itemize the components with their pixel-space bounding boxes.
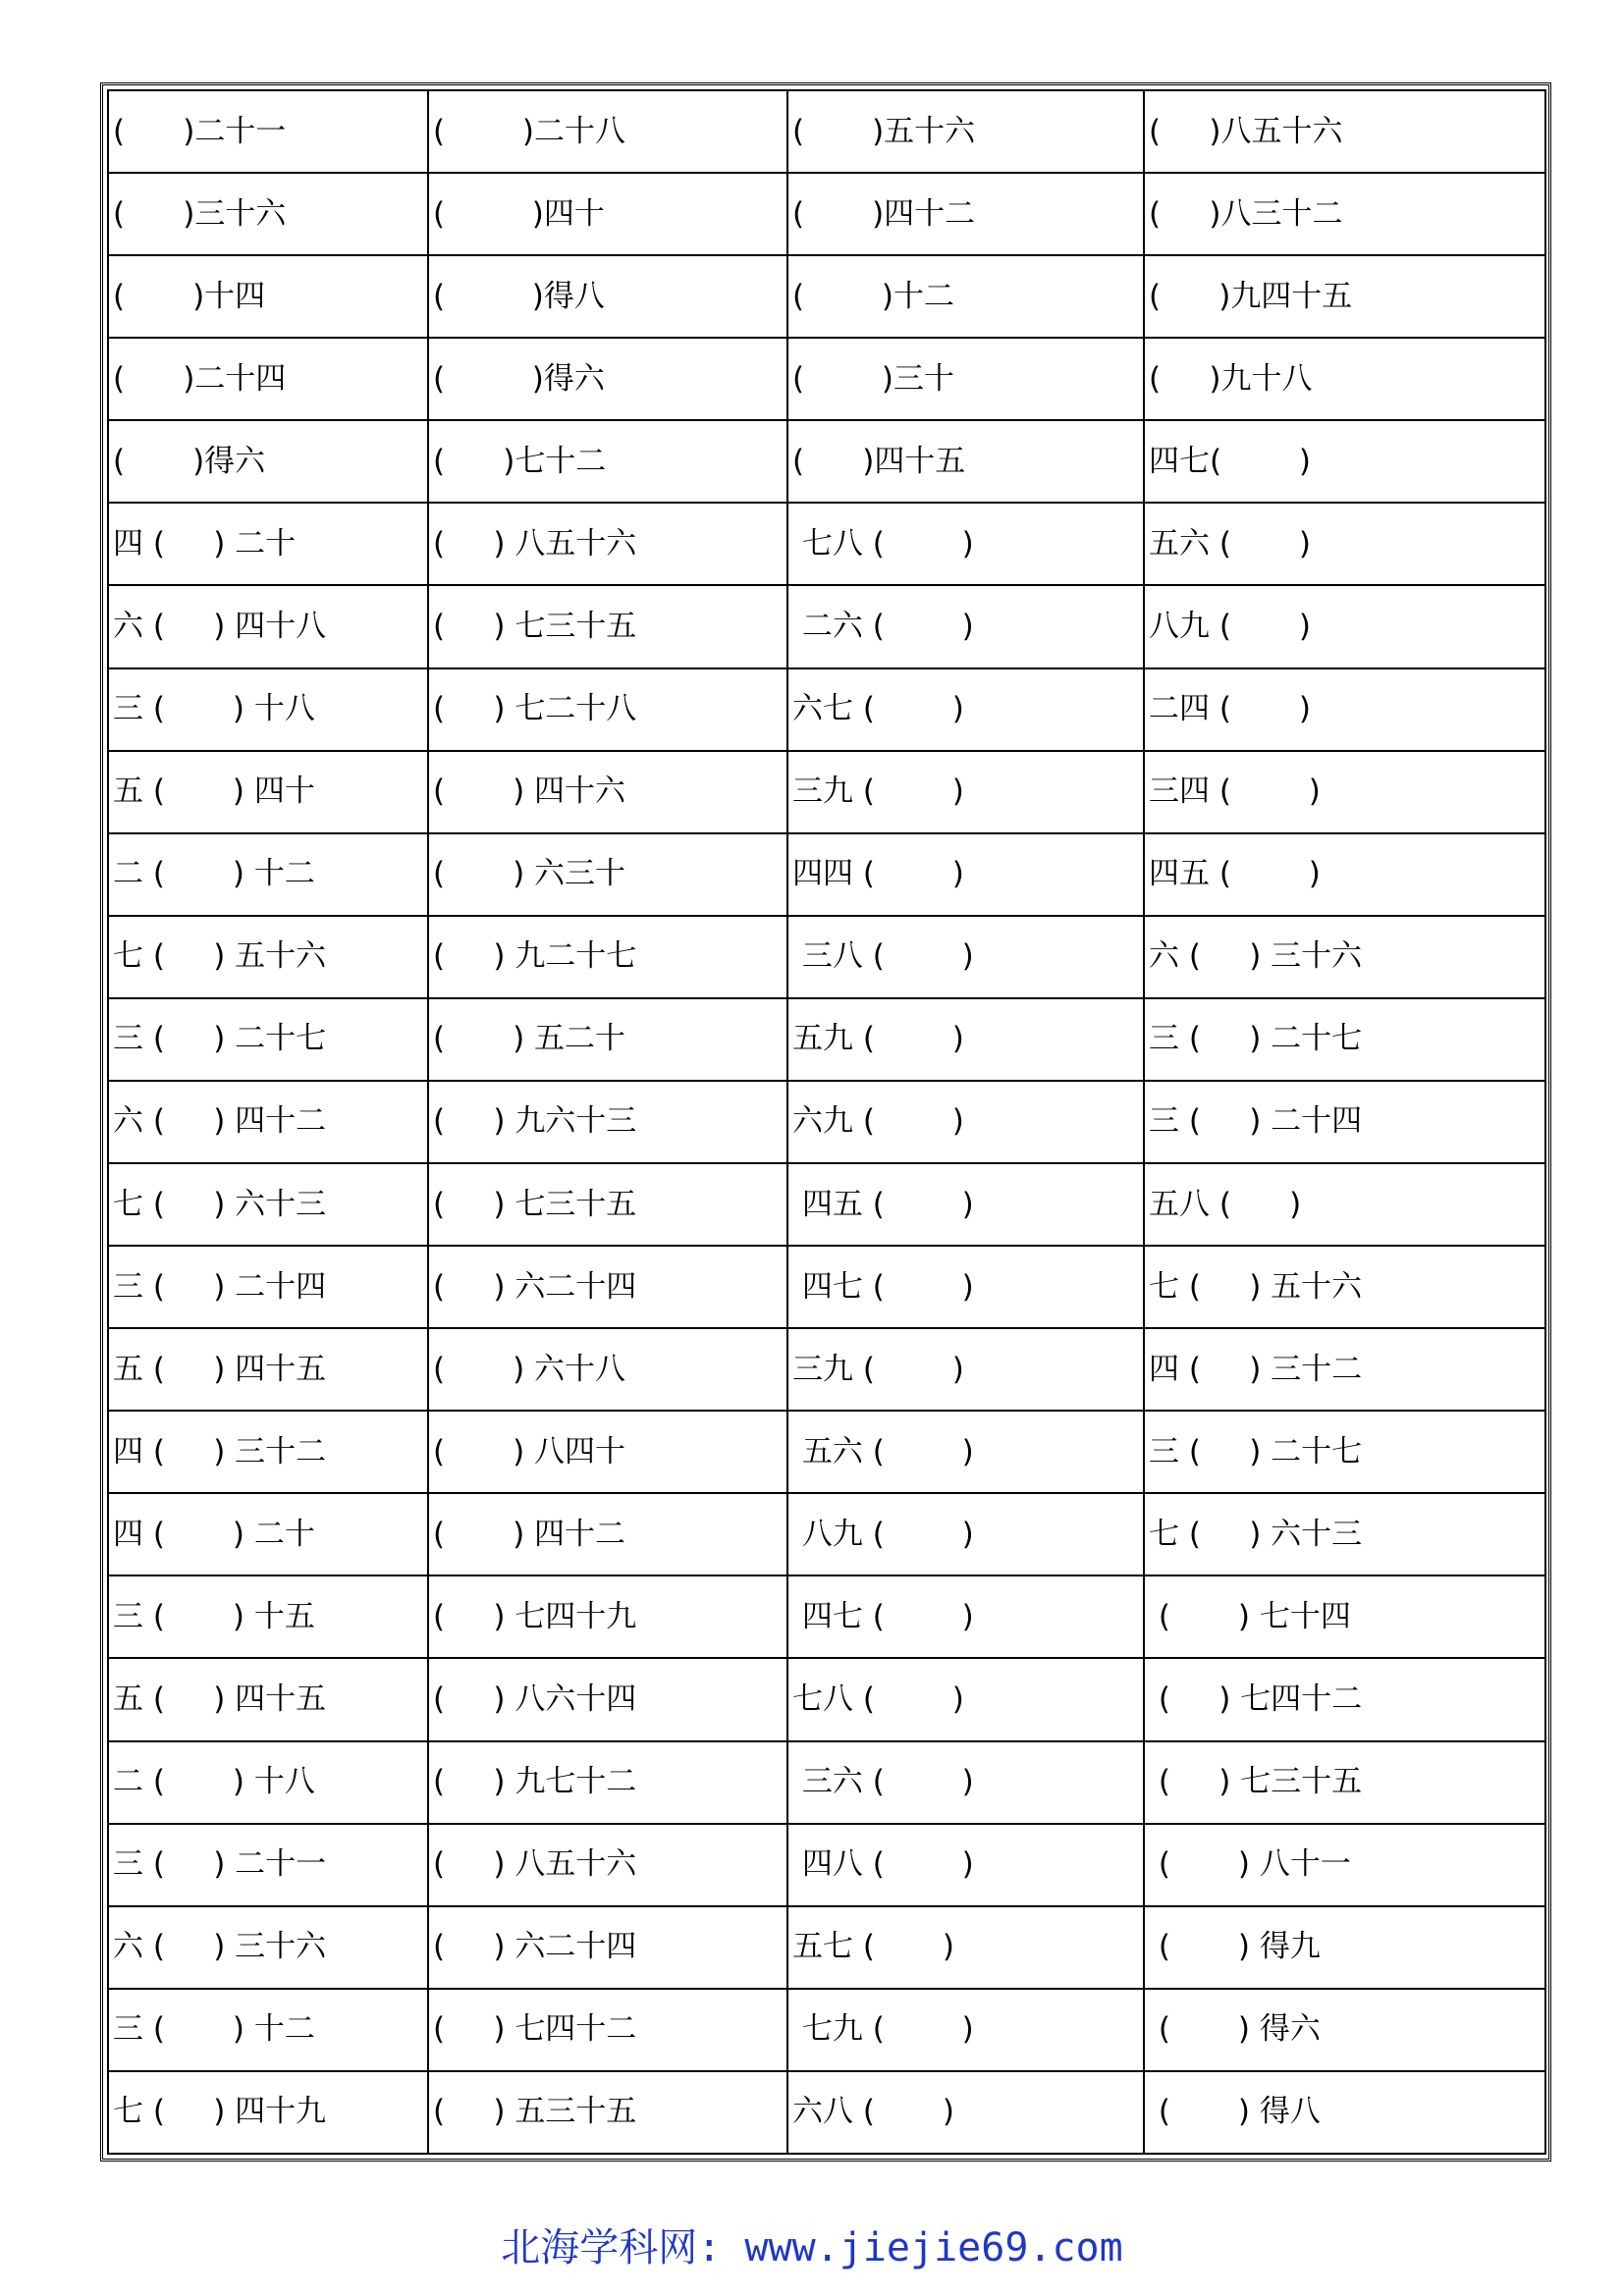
- problem-cell: ( ) 四十二: [428, 1493, 787, 1575]
- table-row: [108, 90, 1545, 173]
- problem-cell: ( )十二: [787, 255, 1144, 338]
- problem-cell: 四七 ( ): [787, 1575, 1144, 1658]
- problem-cell: 三 ( ) 十八: [108, 668, 428, 751]
- problem-cell: 四四 ( ): [787, 833, 1144, 916]
- problem-cell: 六 ( ) 四十八: [108, 585, 428, 667]
- problem-cell: ( ) 八六十四: [428, 1658, 787, 1740]
- problem-cell: 三六 ( ): [787, 1741, 1144, 1824]
- table-row: [108, 916, 1545, 998]
- problem-cell: 七八 ( ): [787, 1658, 1144, 1740]
- problem-cell: ( ) 七三十五: [1144, 1741, 1545, 1824]
- problem-cell: ( ) 七三十五: [428, 1163, 787, 1246]
- problem-cell: 七 ( ) 五十六: [108, 916, 428, 998]
- problem-cell: ( ) 五三十五: [428, 2071, 787, 2154]
- table-row: [108, 833, 1545, 916]
- table-row: [108, 420, 1545, 503]
- problem-cell: 八九 ( ): [787, 1493, 1144, 1575]
- problem-cell: 八九 ( ): [1144, 585, 1545, 667]
- problem-cell: ( )得六: [108, 420, 428, 503]
- problem-cell: ( ) 七四十九: [428, 1575, 787, 1658]
- problem-cell: ( )二十四: [108, 338, 428, 420]
- problem-cell: ( ) 九二十七: [428, 916, 787, 998]
- problem-cell: ( ) 四十六: [428, 751, 787, 833]
- table-row: [108, 1989, 1545, 2071]
- footer-website: 北海学科网: www.jiejie69.com: [501, 2225, 1123, 2270]
- problem-cell: ( )四十五: [787, 420, 1144, 503]
- problem-cell: 三九 ( ): [787, 1328, 1144, 1411]
- problem-cell: ( )三十: [787, 338, 1144, 420]
- table-row: [108, 1163, 1545, 1246]
- problem-cell: 三八 ( ): [787, 916, 1144, 998]
- worksheet-body: [108, 90, 1545, 2154]
- problem-cell: ( ) 六二十四: [428, 1246, 787, 1328]
- problem-cell: 七 ( ) 五十六: [1144, 1246, 1545, 1328]
- table-row: [108, 1741, 1545, 1824]
- problem-cell: 二 ( ) 十二: [108, 833, 428, 916]
- problem-cell: ( )四十: [428, 173, 787, 255]
- problem-cell: 七 ( ) 六十三: [1144, 1493, 1545, 1575]
- problem-cell: 三四 ( ): [1144, 751, 1545, 833]
- problem-cell: 六 ( ) 四十二: [108, 1081, 428, 1163]
- problem-cell: 三 ( ) 二十七: [1144, 1411, 1545, 1493]
- problem-cell: 四八 ( ): [787, 1824, 1144, 1906]
- problem-cell: ( )五十六: [787, 90, 1144, 173]
- problem-cell: ( )二十八: [428, 90, 787, 173]
- problem-cell: ( ) 八四十: [428, 1411, 787, 1493]
- table-row: [108, 173, 1545, 255]
- problem-cell: 四七 ( ): [787, 1246, 1144, 1328]
- problem-cell: ( )得六: [428, 338, 787, 420]
- problem-cell: ( )九四十五: [1144, 255, 1545, 338]
- problem-cell: 四 ( ) 二十: [108, 1493, 428, 1575]
- problem-cell: ( ) 八五十六: [428, 503, 787, 585]
- problem-cell: 六九 ( ): [787, 1081, 1144, 1163]
- problem-cell: 三 ( ) 十五: [108, 1575, 428, 1658]
- problem-cell: ( )三十六: [108, 173, 428, 255]
- problem-cell: ( )十四: [108, 255, 428, 338]
- table-row: [108, 1658, 1545, 1740]
- problem-cell: ( )得八: [428, 255, 787, 338]
- problem-cell: 六七 ( ): [787, 668, 1144, 751]
- table-row: [108, 503, 1545, 585]
- problem-cell: 四 ( ) 三十二: [1144, 1328, 1545, 1411]
- problem-cell: 五六 ( ): [1144, 503, 1545, 585]
- table-row: [108, 585, 1545, 667]
- table-row: [108, 2071, 1545, 2154]
- problem-cell: 二四 ( ): [1144, 668, 1545, 751]
- problem-cell: ( ) 七四十二: [428, 1989, 787, 2071]
- problem-cell: 四 ( ) 二十: [108, 503, 428, 585]
- problem-cell: ( ) 八十一: [1144, 1824, 1545, 1906]
- problem-cell: 三 ( ) 二十四: [1144, 1081, 1545, 1163]
- problem-cell: 三 ( ) 二十四: [108, 1246, 428, 1328]
- problem-cell: 二 ( ) 十八: [108, 1741, 428, 1824]
- table-row: [108, 255, 1545, 338]
- table-row: [108, 751, 1545, 833]
- problem-cell: ( ) 八五十六: [428, 1824, 787, 1906]
- worksheet-frame: [100, 82, 1551, 2162]
- problem-cell: 四 ( ) 三十二: [108, 1411, 428, 1493]
- problem-cell: 六八 ( ): [787, 2071, 1144, 2154]
- problem-cell: ( ) 得六: [1144, 1989, 1545, 2071]
- problem-cell: 三 ( ) 十二: [108, 1989, 428, 2071]
- problem-cell: ( )七十二: [428, 420, 787, 503]
- table-row: [108, 1411, 1545, 1493]
- worksheet-table: [107, 89, 1546, 2155]
- problem-cell: 四五 ( ): [787, 1163, 1144, 1246]
- problem-cell: 五六 ( ): [787, 1411, 1144, 1493]
- problem-cell: ( ) 六二十四: [428, 1906, 787, 1989]
- problem-cell: 三九 ( ): [787, 751, 1144, 833]
- problem-cell: 三 ( ) 二十一: [108, 1824, 428, 1906]
- problem-cell: ( ) 五二十: [428, 998, 787, 1081]
- problem-cell: ( ) 七十四: [1144, 1575, 1545, 1658]
- problem-cell: 五 ( ) 四十五: [108, 1328, 428, 1411]
- problem-cell: 四五 ( ): [1144, 833, 1545, 916]
- problem-cell: ( ) 得九: [1144, 1906, 1545, 1989]
- table-row: [108, 1493, 1545, 1575]
- problem-cell: 七八 ( ): [787, 503, 1144, 585]
- problem-cell: 五 ( ) 四十: [108, 751, 428, 833]
- table-row: [108, 668, 1545, 751]
- problem-cell: 五八 ( ): [1144, 1163, 1545, 1246]
- problem-cell: ( ) 七二十八: [428, 668, 787, 751]
- table-row: [108, 1246, 1545, 1328]
- problem-cell: ( ) 九七十二: [428, 1741, 787, 1824]
- problem-cell: 七 ( ) 四十九: [108, 2071, 428, 2154]
- problem-cell: 七九 ( ): [787, 1989, 1144, 2071]
- problem-cell: ( ) 六十八: [428, 1328, 787, 1411]
- problem-cell: 五九 ( ): [787, 998, 1144, 1081]
- problem-cell: 七 ( ) 六十三: [108, 1163, 428, 1246]
- problem-cell: 三 ( ) 二十七: [1144, 998, 1545, 1081]
- problem-cell: ( ) 九六十三: [428, 1081, 787, 1163]
- problem-cell: ( )四十二: [787, 173, 1144, 255]
- problem-cell: ( )二十一: [108, 90, 428, 173]
- problem-cell: ( ) 七三十五: [428, 585, 787, 667]
- problem-cell: 六 ( ) 三十六: [1144, 916, 1545, 998]
- table-row: [108, 1575, 1545, 1658]
- problem-cell: 二六 ( ): [787, 585, 1144, 667]
- problem-cell: 六 ( ) 三十六: [108, 1906, 428, 1989]
- problem-cell: 三 ( ) 二十七: [108, 998, 428, 1081]
- table-row: [108, 1081, 1545, 1163]
- table-row: [108, 338, 1545, 420]
- problem-cell: ( ) 六三十: [428, 833, 787, 916]
- problem-cell: 五 ( ) 四十五: [108, 1658, 428, 1740]
- table-row: [108, 998, 1545, 1081]
- problem-cell: 四七( ): [1144, 420, 1545, 503]
- table-row: [108, 1824, 1545, 1906]
- table-row: [108, 1328, 1545, 1411]
- table-row: [108, 1906, 1545, 1989]
- problem-cell: ( )九十八: [1144, 338, 1545, 420]
- problem-cell: ( )八五十六: [1144, 90, 1545, 173]
- problem-cell: ( ) 七四十二: [1144, 1658, 1545, 1740]
- problem-cell: ( ) 得八: [1144, 2071, 1545, 2154]
- problem-cell: ( )八三十二: [1144, 173, 1545, 255]
- problem-cell: 五七 ( ): [787, 1906, 1144, 1989]
